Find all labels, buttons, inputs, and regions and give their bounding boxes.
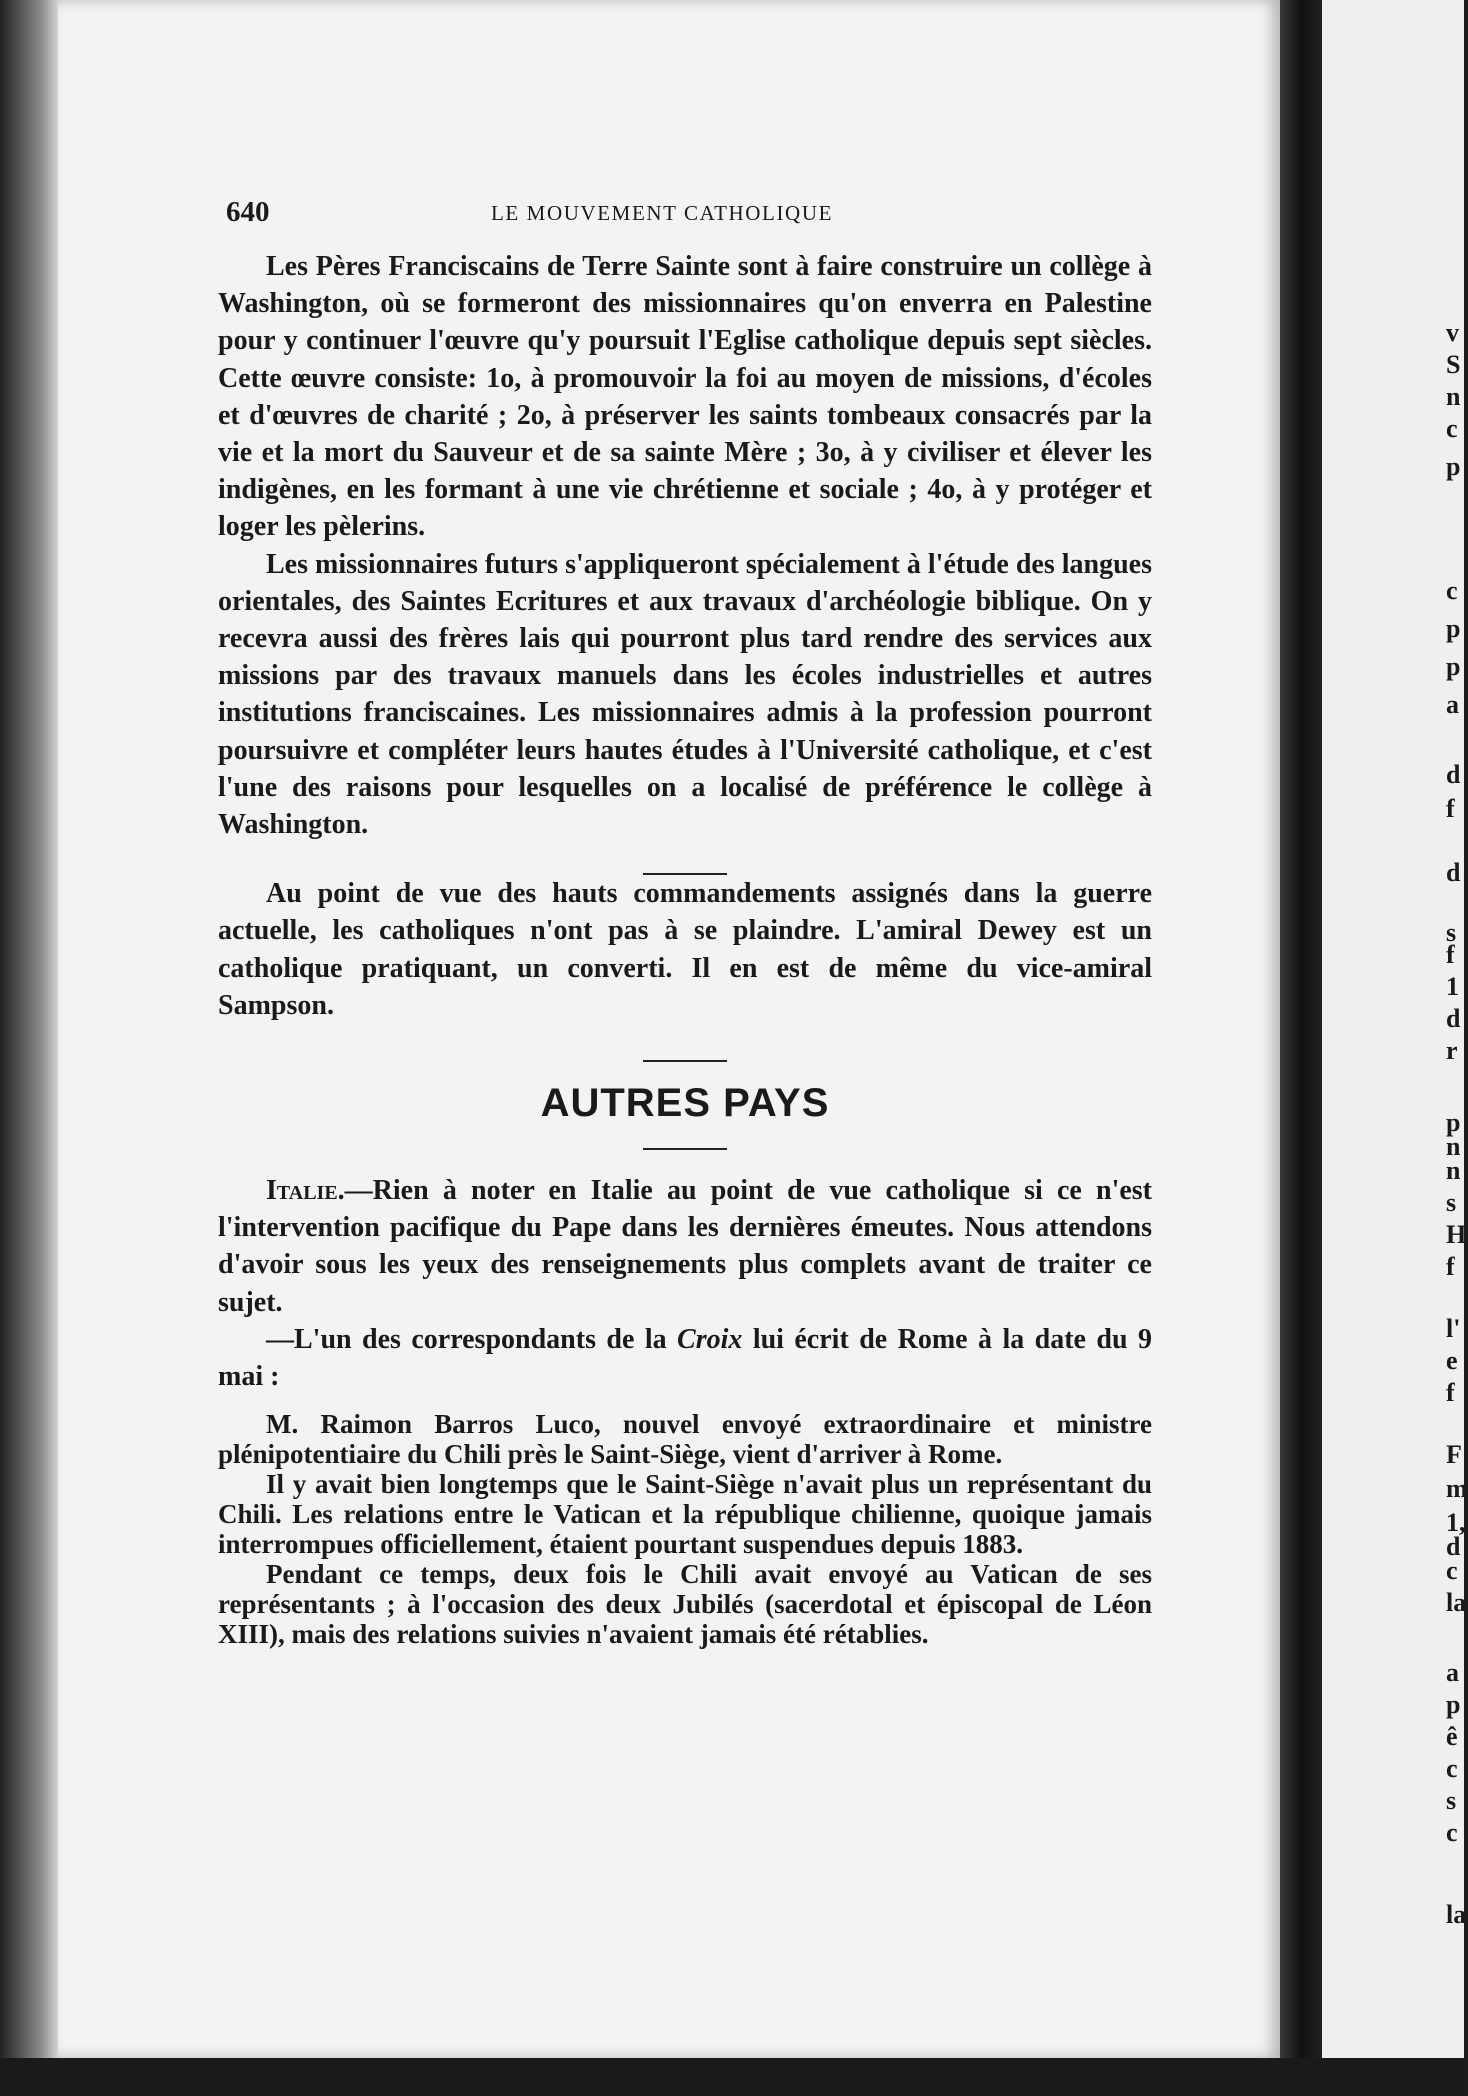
section-title: AUTRES PAYS [540,1081,830,1126]
facing-page-fragment: d [1446,1532,1461,1561]
facing-page-fragment: a [1446,690,1459,719]
quote-paragraph: Il y avait bien longtemps que le Saint-Siège n'avait plus un représentant du Chili. Les relations entre le Vatican et la république chilienne, quoique jamais interrompues officiellement, étaient pourtant suspendues depuis 1883. [218,1469,1152,1560]
facing-page-fragment: p [1446,614,1461,643]
facing-page-fragment: 1, [1446,1508,1466,1537]
facing-page-fragment: H [1446,1220,1467,1249]
facing-page-fragment: f [1446,1252,1455,1281]
facing-page-fragment: ê [1446,1722,1458,1751]
facing-page-fragment: 1 [1446,972,1459,1001]
facing-page-fragment: e [1446,1346,1458,1375]
croix-text-after: lui écrit de Rome à la date du 9 mai : [218,1323,1152,1393]
facing-page-fragment: d [1446,858,1461,887]
facing-page-fragment: v [1446,318,1459,347]
facing-page-fragment: l' [1446,1314,1461,1343]
book-gutter [1280,0,1322,2096]
paragraph-missionnaires: Les missionnaires futurs s'appliqueront spécialement à l'étude des langues orientales, des Saintes Ecritures et aux travaux d'archéologie biblique. On y recevra aussi des frères lais qui pourront plus tard rendre des services aux missions par des travaux manuels dans les écoles industrielles et autres institutions franciscaines. Les missionnaires admis à la profession pourront poursuivre et compléter leurs hautes études à l'Université catholique, et c'est l'une des raisons pour lesquelles on a localisé de préférence le collège à Washington. [218,548,1152,841]
facing-page-fragment: c [1446,576,1458,605]
facing-page-fragment: la [1446,1588,1467,1617]
paragraph-croix [218,1321,1152,1395]
facing-page-fragment: c [1446,414,1458,443]
section-divider [643,1060,727,1062]
facing-page-fragment: f [1446,1378,1455,1407]
facing-page-fragment: d [1446,1004,1461,1033]
facing-page-fragment: F [1446,1440,1462,1469]
croix-text-before: —L'un des correspondants de la [266,1323,678,1355]
title-divider [643,1148,727,1150]
facing-page-fragment: n [1446,1156,1461,1185]
italie-text: —Rien à noter en Italie au point de vue catholique si ce n'est l'intervention pacifique du Pape dans les dernières émeutes. Nous attendons d'avoir sous les yeux des renseignements plus complets avant de traiter ce sujet. [218,1175,1152,1318]
running-head: LE MOUVEMENT CATHOLIQUE [490,201,834,225]
page-body [218,248,1152,1649]
facing-page-fragment: S [1446,350,1461,379]
facing-page-fragment: c [1446,1754,1458,1783]
facing-page-fragment: m [1446,1474,1468,1503]
facing-page-fragment: p [1446,1690,1461,1719]
paragraph-franciscains: Les Pères Franciscains de Terre Sainte sont à faire construire un collège à Washington, où se formeront des missionnaires qu'on enverra en Palestine pour y continuer l'œuvre qu'y poursuit l'Eglise catholique depuis sept siècles. Cette œuvre consiste: 1o, à promouvoir la foi au moyen de missions, d'écoles et d'œuvres de charité ; 2o, à préserver les saints tombeaux consacrés par la vie et la mort du Sauveur et de sa sainte Mère ; 3o, à y civiliser et élever les indigènes, en les formant à une vie chrétienne et sociale ; 4o, à y protéger et loger les pèlerins. [218,251,1152,543]
quote-paragraph: M. Raimon Barros Luco, nouvel envoyé extraordinaire et ministre plénipotentiaire du Chili près le Saint-Siège, vient d'arriver à Rome. [218,1409,1152,1470]
croix-title: Croix [677,1323,743,1355]
paragraph-italie [218,1172,1152,1321]
facing-page-fragment: p [1446,652,1461,681]
facing-page [1322,0,1467,2058]
quote-paragraph: Pendant ce temps, deux fois le Chili avait envoyé au Vatican de ses représentants ; à l'occasion des deux Jubilés (sacerdotal et épiscopal de Léon XIII), mais des relations suivies n'avaient jamais été rétablies. [218,1559,1152,1650]
quoted-letter [218,1409,1152,1649]
facing-page-fragment: c [1446,1818,1458,1847]
facing-page-fragment: a [1446,1658,1459,1687]
facing-page-fragment: p [1446,1108,1461,1137]
facing-page-fragment: la [1446,1900,1467,1929]
scan-left-edge [0,0,58,2096]
facing-page-fragment: f [1446,940,1455,969]
italie-label: Italie. [266,1175,345,1207]
page-number: 640 [226,196,270,228]
facing-page-fragment: c [1446,1556,1458,1585]
facing-page-fragment: n [1446,382,1461,411]
scan-bottom-edge [0,2058,1464,2096]
facing-page-fragment: s [1446,1786,1457,1815]
facing-page-fragment: s [1446,1188,1457,1217]
facing-page-fragment: n [1446,1132,1461,1161]
facing-page-fragment: s [1446,918,1457,947]
page-header [168,196,1156,236]
facing-page-fragment: r [1446,1036,1458,1065]
facing-page-fragment: f [1446,794,1455,823]
paragraph-commandements: Au point de vue des hauts commandements assignés dans la guerre actuelle, les catholiques n'ont pas à se plaindre. L'amiral Dewey est un catholique pratiquant, un converti. Il en est de même du vice-amiral Sampson. [218,878,1152,1021]
facing-page-fragment: p [1446,452,1461,481]
facing-page-fragment: d [1446,760,1461,789]
